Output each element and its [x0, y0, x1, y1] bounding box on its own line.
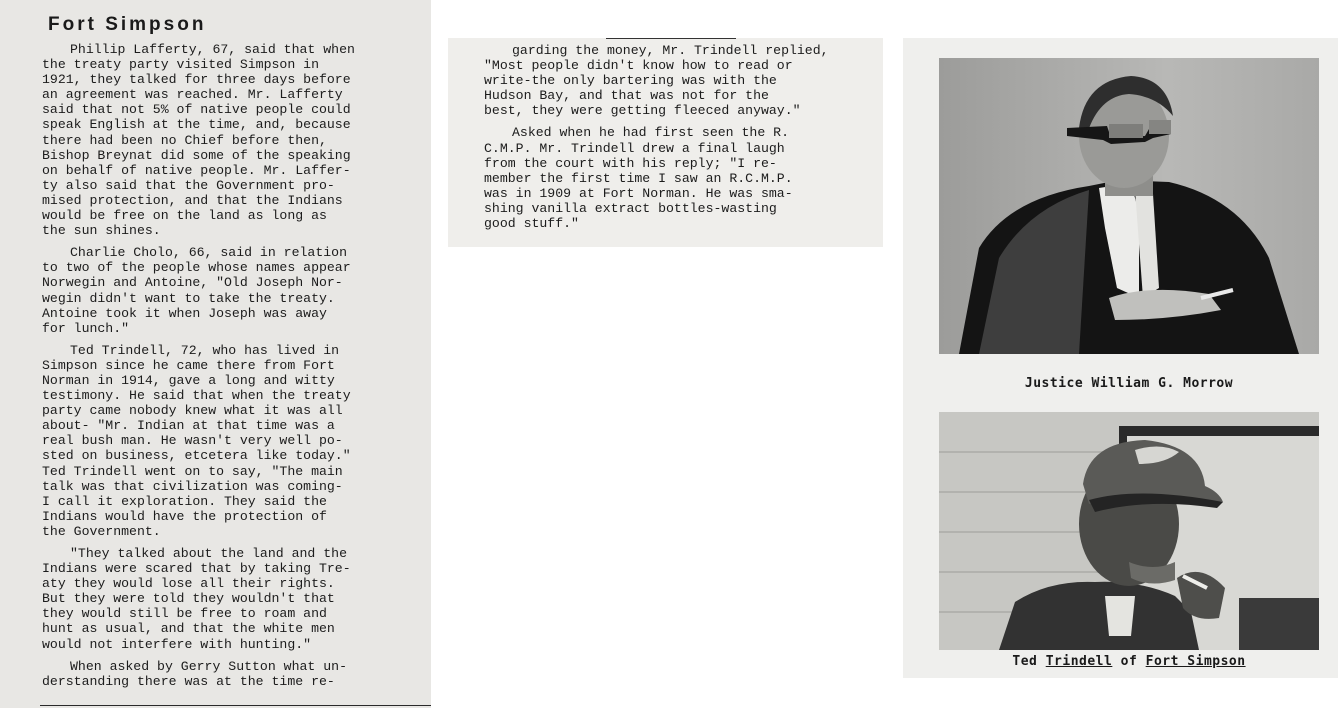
caption-2-prefix: Ted — [1012, 654, 1046, 669]
column-1-bottom-rule — [40, 705, 431, 706]
caption-2-middle: of — [1112, 654, 1146, 669]
caption-2-trindell: Trindell — [1045, 654, 1113, 669]
portrait-image-trindell — [939, 412, 1319, 650]
paragraph-land-rights: "They talked about the land and the Indians were scared that by taking Tre- aty they would lose all their rights. But they were told they wouldn't that they would still be free to roam and hunt as usual, and that the white men would not interfere with hunting." — [42, 546, 351, 652]
paragraph-rcmp: Asked when he had first seen the R. C.M.P. Mr. Trindell drew a final laugh from the court with his reply; "I re- member the first time I saw an R.C.M.P. was in 1909 at Fort Norman. He was sma- shing vanilla extract bottles-wasting good stuff." — [484, 125, 793, 232]
article-column-2 — [448, 38, 883, 247]
paragraph-trindell-testimony: Ted Trindell, 72, who has lived in Simpson since he came there from Fort Norman in 1914, gave a long and witty testimony. He said that when the treaty party came nobody knew what it was all about- "Mr. Indian at that time was a real bush man. He wasn't very well po- sted on business, etcetera like today." Ted Trindell went on to say, "The main talk was that civilization was coming- I call it exploration. They said the Indians would have the protection of the Government. — [42, 342, 351, 539]
paragraph-cholo: Charlie Cholo, 66, said in relation to two of the people whose names appear Norwegin and Antoine, "Old Joseph Nor- wegin didn't want to take the treaty. Antoine took it when Joseph was away for lunch." — [42, 245, 351, 336]
paragraph-money: garding the money, Mr. Trindell replied, "Most people didn't know how to read or write-the only bartering was with the Hudson Bay, and that was not for the best, they were getting fleeced anyway." — [484, 43, 829, 119]
column-1-text — [42, 42, 414, 696]
paragraph-sutton-question: When asked by Gerry Sutton what un- derstanding there was at the time re- — [42, 658, 347, 689]
article-headline: Fort Simpson — [48, 14, 207, 35]
photo-ted-trindell — [939, 412, 1319, 650]
photo-panel — [903, 38, 1338, 678]
photo-1-caption: Justice William G. Morrow — [1024, 376, 1234, 391]
caption-2-fort-simpson: Fort Simpson — [1145, 654, 1246, 669]
photo-2-caption — [939, 654, 1319, 669]
paragraph-lafferty: Phillip Lafferty, 67, said that when the treaty party visited Simpson in 1921, they talked for three days before an agreement was reached. Mr. Lafferty said that not 5% of native people could speak English at the time, and, because there had been no Chief before then, Bishop Breynat did some of the speaking on behalf of native people. Mr. Laffer- ty also said that the Government pro- mised protection, and that the Indians would be free on the land as long as the sun shines. — [42, 42, 355, 239]
column-2-text — [484, 43, 879, 238]
column-2-top-rule — [606, 38, 736, 39]
article-column-1 — [0, 0, 431, 708]
photo-justice-morrow — [939, 58, 1319, 354]
portrait-image-morrow — [939, 58, 1319, 354]
